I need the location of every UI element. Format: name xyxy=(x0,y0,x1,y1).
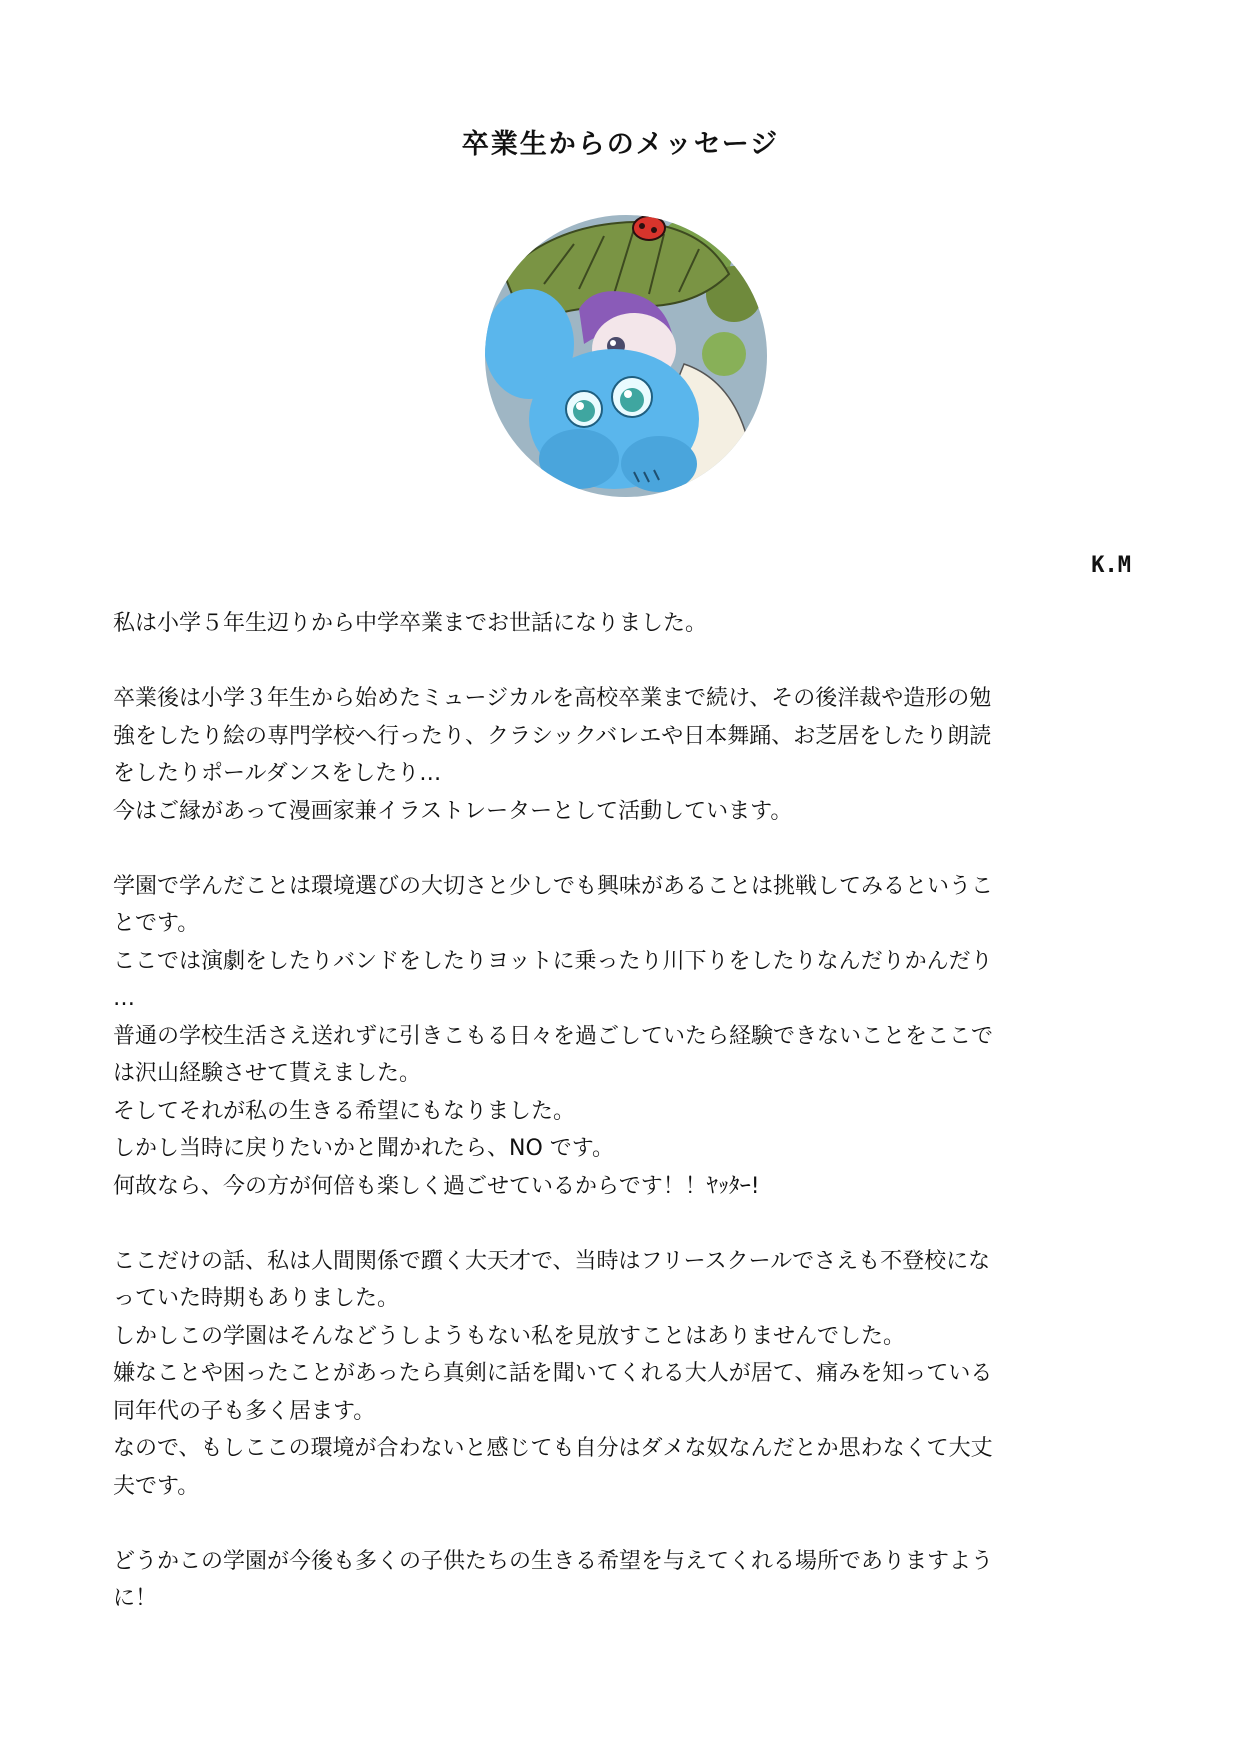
text-line: 同年代の子も多く居ます。 xyxy=(113,1398,376,1424)
text-line: 卒業後は小学３年生から始めたミュージカルを高校卒業まで続け、その後洋裁や造形の勉 xyxy=(113,686,992,711)
paragraph xyxy=(113,868,1123,1206)
text-line: 夫です。 xyxy=(113,1473,200,1499)
text-line: 何故なら、今の方が何倍も楽しく過ごせているからです！！ﾔｯﾀｰ! xyxy=(113,1173,760,1199)
text-line: 普通の学校生活さえ送れずに引きこもる日々を過ごしていたら経験できないことをここで xyxy=(113,1023,994,1049)
text-line: しかしこの学園はそんなどうしようもない私を見放すことはありませんでした。 xyxy=(113,1323,906,1349)
text-line: とです。 xyxy=(113,911,200,936)
text-line: に！ xyxy=(113,1586,158,1611)
text-line: なので、もしここの環境が合わないと感じても自分はダメな奴なんだとか思わなくて大丈 xyxy=(113,1436,993,1461)
character-illustration-icon xyxy=(484,214,768,498)
text-line: ここでは演劇をしたりバンドをしたりヨットに乗ったり川下りをしたりなんだりかんだり xyxy=(113,948,993,974)
page-title: 卒業生からのメッセージ xyxy=(461,129,780,160)
text-line: しかし当時に戻りたいかと聞かれたら、NO です。 xyxy=(113,1136,615,1161)
text-line: … xyxy=(113,986,135,1011)
text-line: 今はご縁があって漫画家兼イラストレーターとして活動しています。 xyxy=(113,798,793,824)
text-line: っていた時期もありました。 xyxy=(113,1286,400,1311)
text-line: 強をしたり絵の専門学校へ行ったり、クラシックバレエや日本舞踊、お芝居をしたり朗読 xyxy=(113,723,992,749)
paragraph xyxy=(113,1243,1123,1506)
paragraph xyxy=(113,1543,1123,1618)
text-line: どうかこの学園が今後も多くの子供たちの生きる希望を与えてくれる場所でありますよう xyxy=(113,1548,994,1574)
text-line: は沢山経験させて貰えました。 xyxy=(113,1061,422,1086)
text-line: そしてそれが私の生きる希望にもなりました。 xyxy=(113,1098,576,1124)
text-line: 私は小学５年生辺りから中学卒業までお世話になりました。 xyxy=(113,611,708,636)
paragraph xyxy=(113,605,1123,643)
author-name: K.M xyxy=(1091,553,1131,578)
text-line: 学園で学んだことは環境選びの大切さと少しでも興味があることは挑戦してみるというこ xyxy=(113,873,994,899)
text-line: をしたりポールダンスをしたり… xyxy=(113,761,442,786)
text-line: ここだけの話、私は人間関係で躓く大天才で、当時はフリースクールでさえも不登校にな xyxy=(113,1248,991,1274)
text-line: 嫌なことや困ったことがあったら真剣に話を聞いてくれる大人が居て、痛みを知っている xyxy=(113,1361,993,1386)
avatar xyxy=(484,214,768,498)
message-body xyxy=(113,605,1123,1655)
paragraph xyxy=(113,680,1123,830)
